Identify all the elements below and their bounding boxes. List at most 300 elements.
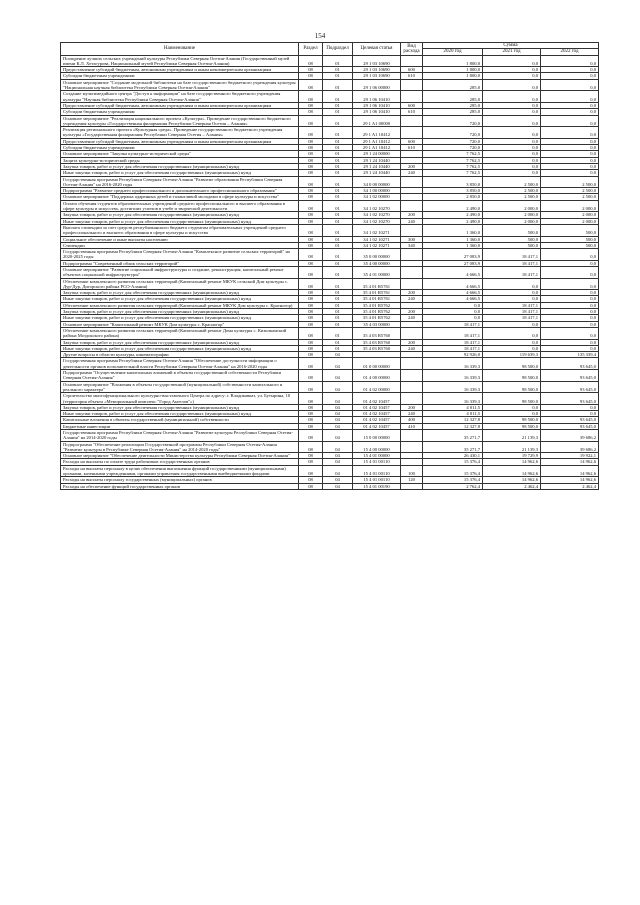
cell-razdel: 08: [299, 55, 323, 67]
cell-expense-type: 340: [401, 242, 423, 248]
cell-sum-2021: 19 729,9: [483, 453, 541, 459]
cell-name: Государственная программа Республики Северная Осетия-Алания "Развитие культуры Республики Северная Осетия-Алания" на 2014-2020 годы: [61, 430, 299, 442]
table-row: [61, 79, 599, 91]
cell-podrazdel: 04: [323, 404, 353, 410]
cell-name: Иные закупки товаров, работ и услуг для обеспечения государственных (муниципальных) нужд: [61, 218, 299, 224]
cell-razdel: 08: [299, 194, 323, 200]
cell-expense-type: 240: [401, 345, 423, 351]
cell-sum-2021: 18 417,1: [483, 309, 541, 315]
cell-sum-2022: 93 645,0: [541, 393, 599, 405]
cell-target-article: 35 4 01 R5761: [353, 278, 401, 290]
cell-target-article: 35 4 03 R5760: [353, 345, 401, 351]
cell-expense-type: 300: [401, 236, 423, 242]
cell-sum-2021: 21 139,3: [483, 430, 541, 442]
cell-sum-2021: 0,0: [483, 109, 541, 115]
cell-sum-2022: 0,0: [541, 290, 599, 296]
table-header: [61, 43, 599, 56]
cell-razdel: 08: [299, 79, 323, 91]
cell-target-article: 34 0 00 00000: [353, 176, 401, 188]
cell-sum-2022: 0,0: [541, 91, 599, 103]
cell-podrazdel: 01: [323, 151, 353, 157]
cell-sum-2022: 93 645,0: [541, 381, 599, 393]
cell-sum-2021: 0,0: [483, 151, 541, 157]
cell-expense-type: [401, 91, 423, 103]
cell-target-article: 01 4 02 10457: [353, 393, 401, 405]
cell-sum-2021: 0,0: [483, 170, 541, 176]
cell-razdel: 08: [299, 381, 323, 393]
cell-name: Бюджетные инвестиции: [61, 423, 299, 429]
cell-podrazdel: 04: [323, 453, 353, 459]
cell-sum-2022: 93 645,0: [541, 370, 599, 382]
cell-sum-2020: 16 339,3: [423, 358, 483, 370]
cell-sum-2020: 285,0: [423, 91, 483, 103]
cell-sum-2020: 0,0: [423, 315, 483, 321]
cell-target-article: 01 0 00 00000: [353, 358, 401, 370]
cell-target-article: 35 4 01 R5762: [353, 309, 401, 315]
cell-sum-2020: 4 011,5: [423, 411, 483, 417]
cell-sum-2021: 0,0: [483, 67, 541, 73]
header-target-article: Целевая статья: [353, 43, 401, 56]
cell-podrazdel: 01: [323, 218, 353, 224]
cell-expense-type: 200: [401, 339, 423, 345]
cell-target-article: 29 1 06 10410: [353, 91, 401, 103]
cell-razdel: 08: [299, 423, 323, 429]
cell-target-article: 15 4 01 00190: [353, 483, 401, 489]
cell-sum-2020: 0,0: [423, 302, 483, 308]
cell-sum-2020: 0,0: [423, 309, 483, 315]
cell-name: Основное мероприятие "Поддержка одаренных детей и талантливой молодежи в сфере культуры и искусства": [61, 194, 299, 200]
cell-sum-2022: 500,0: [541, 224, 599, 236]
cell-podrazdel: 04: [323, 417, 353, 423]
cell-sum-2020: 3 850,0: [423, 176, 483, 188]
cell-podrazdel: 01: [323, 327, 353, 339]
cell-razdel: 08: [299, 138, 323, 144]
cell-target-article: 29 1 03 10690: [353, 73, 401, 79]
cell-sum-2020: 4 666,5: [423, 278, 483, 290]
cell-name: Расходы на выплаты персоналу государственных (муниципальных) органов: [61, 477, 299, 483]
cell-sum-2021: 18 417,1: [483, 249, 541, 261]
cell-name: Иные закупки товаров, работ и услуг для обеспечения государственных (муниципальных) нужд: [61, 411, 299, 417]
cell-name: Стипендии: [61, 242, 299, 248]
cell-target-article: 29 1 03 10690: [353, 55, 401, 67]
cell-razdel: 08: [299, 393, 323, 405]
cell-expense-type: [401, 200, 423, 212]
cell-sum-2022: 0,0: [541, 339, 599, 345]
table-row: [61, 91, 599, 103]
cell-target-article: 34 1 02 10270: [353, 212, 401, 218]
cell-target-article: 01 4 02 10457: [353, 423, 401, 429]
cell-name: Предоставление субсидий бюджетным, автономным учреждениям и иным некоммерческим организациям: [61, 67, 299, 73]
cell-sum-2020: 1 800,0: [423, 67, 483, 73]
cell-target-article: 29 1 06 10410: [353, 109, 401, 115]
cell-razdel: 08: [299, 188, 323, 194]
cell-name: Подпрограмма "Обеспечение реализации Государственной программы Республики Северная Осетия-Алания "Развитие культуры в Республике Северная Осетия-Алания" на 2014-2020 годы": [61, 441, 299, 453]
cell-sum-2020: 27 083,9: [423, 260, 483, 266]
cell-expense-type: [401, 327, 423, 339]
cell-target-article: 34 1 02 10271: [353, 242, 401, 248]
cell-expense-type: 100: [401, 465, 423, 477]
cell-razdel: 08: [299, 339, 323, 345]
table-row: [61, 370, 599, 382]
cell-sum-2022: 0,0: [541, 296, 599, 302]
cell-sum-2020: 720,0: [423, 138, 483, 144]
cell-razdel: 08: [299, 453, 323, 459]
cell-sum-2021: 500,0: [483, 236, 541, 242]
cell-sum-2020: 15 376,4: [423, 477, 483, 483]
cell-sum-2022: 135 339,4: [541, 352, 599, 358]
table-row: [61, 381, 599, 393]
cell-name: Подпрограмма "Современный облик сельских территорий": [61, 260, 299, 266]
cell-sum-2022: 0,0: [541, 170, 599, 176]
cell-expense-type: 200: [401, 404, 423, 410]
cell-sum-2021: 0,0: [483, 91, 541, 103]
cell-target-article: 29 1 06 10410: [353, 102, 401, 108]
cell-sum-2021: 0,0: [483, 102, 541, 108]
cell-expense-type: 240: [401, 296, 423, 302]
header-year-2021: 2021 год: [483, 49, 541, 55]
cell-razdel: 08: [299, 102, 323, 108]
cell-sum-2021: 0,0: [483, 115, 541, 127]
cell-podrazdel: 04: [323, 381, 353, 393]
table-row: [61, 441, 599, 453]
cell-sum-2022: 0,0: [541, 157, 599, 163]
cell-razdel: 08: [299, 430, 323, 442]
cell-podrazdel: 01: [323, 278, 353, 290]
cell-sum-2021: 98 500,0: [483, 370, 541, 382]
cell-sum-2020: 26 430,1: [423, 453, 483, 459]
cell-sum-2021: 500,0: [483, 224, 541, 236]
cell-podrazdel: 04: [323, 477, 353, 483]
cell-sum-2020: 720,0: [423, 145, 483, 151]
cell-target-article: 15 4 01 00110: [353, 465, 401, 477]
cell-name: Закупка товаров, работ и услуг для обеспечения государственных (муниципальных) нужд: [61, 339, 299, 345]
table-row: [61, 55, 599, 67]
table-row: [61, 483, 599, 489]
cell-sum-2020: 35 271,7: [423, 441, 483, 453]
cell-expense-type: 610: [401, 73, 423, 79]
cell-expense-type: 200: [401, 163, 423, 169]
cell-podrazdel: 04: [323, 358, 353, 370]
cell-sum-2021: 18 417,1: [483, 266, 541, 278]
cell-sum-2021: 14 962,6: [483, 465, 541, 477]
cell-target-article: 35 4 01 R5762: [353, 302, 401, 308]
cell-podrazdel: 04: [323, 370, 353, 382]
cell-expense-type: 610: [401, 109, 423, 115]
cell-expense-type: 410: [401, 423, 423, 429]
cell-sum-2021: 0,0: [483, 345, 541, 351]
cell-target-article: 01 4 00 00000: [353, 370, 401, 382]
cell-sum-2020: 285,0: [423, 109, 483, 115]
cell-sum-2022: 0,0: [541, 315, 599, 321]
cell-sum-2022: 500,0: [541, 242, 599, 248]
cell-sum-2021: 2 462,4: [483, 483, 541, 489]
cell-target-article: 29 1 A1 10412: [353, 138, 401, 144]
cell-podrazdel: 01: [323, 236, 353, 242]
cell-podrazdel: 01: [323, 127, 353, 139]
cell-sum-2020: 15 376,4: [423, 459, 483, 465]
table-row: [61, 327, 599, 339]
cell-name: Обеспечение комплексного развития сельских территорий (Капитальный ремонт МКУК сельский Дом культуры с. Дур-Дур, Дигорского района РСО-Алания): [61, 278, 299, 290]
cell-razdel: 08: [299, 224, 323, 236]
cell-podrazdel: 04: [323, 483, 353, 489]
cell-sum-2021: 2 500,0: [483, 188, 541, 194]
cell-podrazdel: 01: [323, 79, 353, 91]
cell-razdel: 08: [299, 411, 323, 417]
cell-sum-2020: 2 762,4: [423, 483, 483, 489]
cell-expense-type: [401, 79, 423, 91]
cell-razdel: 08: [299, 200, 323, 212]
cell-razdel: 08: [299, 327, 323, 339]
cell-sum-2022: 2 500,0: [541, 194, 599, 200]
cell-sum-2021: 0,0: [483, 73, 541, 79]
cell-sum-2021: 18 417,1: [483, 302, 541, 308]
budget-table: [60, 42, 599, 490]
cell-sum-2021: 0,0: [483, 339, 541, 345]
cell-expense-type: 240: [401, 315, 423, 321]
cell-sum-2021: 2 500,0: [483, 176, 541, 188]
cell-sum-2021: 0,0: [483, 79, 541, 91]
table-row: [61, 266, 599, 278]
cell-podrazdel: 04: [323, 430, 353, 442]
cell-razdel: 08: [299, 212, 323, 218]
cell-razdel: 08: [299, 67, 323, 73]
cell-sum-2021: 0,0: [483, 321, 541, 327]
cell-razdel: 08: [299, 91, 323, 103]
cell-name: Строительство многофункционального культурно-выставочного Центра по адресу: г. Владикавказ, ул. Бутырина, 10 (территория объекта «Мемориальный комплекс "Город Ангелов"»): [61, 393, 299, 405]
cell-name: Обеспечение комплексного развития сельских территорий (Капитальный ремонт МКУК Дом культуры с. Красногор): [61, 302, 299, 308]
cell-name: Обеспечение комплексного развития сельских территорий (Капитальный ремонт Дома культуры с. Кизилкамский района Моздокского района): [61, 327, 299, 339]
cell-sum-2021: 2 000,0: [483, 200, 541, 212]
cell-target-article: 29 1 A1 10412: [353, 145, 401, 151]
cell-sum-2022: 0,0: [541, 138, 599, 144]
cell-podrazdel: 01: [323, 345, 353, 351]
cell-name: Создание мультимедийного центра "Доступ к информации" на базе государственного бюджетного учреждения культуры "Научная библиотека Республики Северная Осетия-Алания": [61, 91, 299, 103]
cell-sum-2022: 39 686,2: [541, 441, 599, 453]
header-name: Наименование: [61, 43, 299, 56]
cell-sum-2020: 2 490,0: [423, 212, 483, 218]
cell-sum-2021: 0,0: [483, 404, 541, 410]
cell-name: Основное мероприятие "Реализация национального проекта «Культура». Проведение государственного бюджетного учреждения культуры «Государственная филармония Республики Северная Осетия – Алания»: [61, 115, 299, 127]
cell-expense-type: [401, 358, 423, 370]
cell-sum-2020: 1 360,0: [423, 224, 483, 236]
cell-sum-2021: 0,0: [483, 163, 541, 169]
cell-razdel: 08: [299, 296, 323, 302]
cell-target-article: 34 1 02 10271: [353, 224, 401, 236]
cell-sum-2020: 1 360,0: [423, 242, 483, 248]
cell-podrazdel: 01: [323, 194, 353, 200]
header-year-2020: 2020 год: [423, 49, 483, 55]
cell-target-article: 35 4 00 00000: [353, 260, 401, 266]
cell-sum-2021: 119 639,3: [483, 352, 541, 358]
cell-name: Реализация регионального проекта «Культурная среда». Проведение государственного бюджетного учреждения культуры «Государственная филармония Республики Северная Осетия – Алания»: [61, 127, 299, 139]
cell-name: Иные закупки товаров, работ и услуг для обеспечения государственных (муниципальных) нужд: [61, 345, 299, 351]
cell-podrazdel: 04: [323, 411, 353, 417]
cell-sum-2022: 0,0: [541, 266, 599, 278]
cell-name: Закупка товаров, работ и услуг для обеспечения государственных (муниципальных) нужд: [61, 404, 299, 410]
cell-razdel: 08: [299, 109, 323, 115]
cell-podrazdel: 01: [323, 91, 353, 103]
cell-name: Иные закупки товаров, работ и услуг для обеспечения государственных (муниципальных) нужд: [61, 315, 299, 321]
cell-razdel: 08: [299, 345, 323, 351]
cell-expense-type: 200: [401, 212, 423, 218]
cell-name: Расходы на выплаты по оплате труда работников государственных органов: [61, 459, 299, 465]
cell-podrazdel: 01: [323, 163, 353, 169]
cell-podrazdel: 01: [323, 339, 353, 345]
cell-sum-2021: 0,0: [483, 157, 541, 163]
cell-expense-type: 240: [401, 218, 423, 224]
cell-razdel: 08: [299, 302, 323, 308]
table-row: [61, 465, 599, 477]
cell-expense-type: 200: [401, 309, 423, 315]
cell-razdel: 08: [299, 218, 323, 224]
cell-sum-2021: 98 500,0: [483, 381, 541, 393]
cell-sum-2022: 39 686,2: [541, 430, 599, 442]
table-row: [61, 127, 599, 139]
cell-sum-2022: 0,0: [541, 321, 599, 327]
cell-podrazdel: 01: [323, 102, 353, 108]
cell-target-article: 01 4 02 10457: [353, 411, 401, 417]
cell-razdel: 08: [299, 477, 323, 483]
cell-sum-2020: 12 327,8: [423, 423, 483, 429]
cell-name: Основное мероприятие "Развитие социальной инфраструктуры и создание, реконструкция, капитальный ремонт объектов социальной инфраструктуры": [61, 266, 299, 278]
cell-sum-2022: 14 962,6: [541, 477, 599, 483]
cell-name: Субсидии бюджетным учреждениям: [61, 145, 299, 151]
cell-sum-2022: 0,0: [541, 127, 599, 139]
cell-expense-type: [401, 224, 423, 236]
cell-expense-type: [401, 249, 423, 261]
cell-podrazdel: 01: [323, 73, 353, 79]
cell-sum-2022: 93 645,0: [541, 423, 599, 429]
cell-podrazdel: 01: [323, 266, 353, 278]
cell-sum-2022: 0,0: [541, 404, 599, 410]
cell-target-article: 29 1 A1 10412: [353, 127, 401, 139]
cell-sum-2020: 18 417,1: [423, 327, 483, 339]
cell-razdel: 08: [299, 417, 323, 423]
cell-target-article: 34 1 02 10270: [353, 200, 401, 212]
cell-name: Государственная программа Республики Северная Осетия-Алания "Развитие образования Республики Северная Осетия-Алания" на 2016-2020 годы: [61, 176, 299, 188]
header-razdel: Раздел: [299, 43, 323, 56]
cell-sum-2022: 0,0: [541, 260, 599, 266]
cell-sum-2022: 14 962,6: [541, 459, 599, 465]
cell-target-article: 35 4 01 R5761: [353, 290, 401, 296]
cell-target-article: 35 4 03 R5760: [353, 339, 401, 345]
cell-sum-2020: 35 271,7: [423, 430, 483, 442]
cell-sum-2020: 720,0: [423, 127, 483, 139]
cell-sum-2022: 0,0: [541, 249, 599, 261]
cell-podrazdel: 04: [323, 352, 353, 358]
cell-sum-2021: 14 962,6: [483, 459, 541, 465]
cell-podrazdel: 01: [323, 321, 353, 327]
cell-sum-2021: 0,0: [483, 296, 541, 302]
cell-target-article: 29 1 24 10440: [353, 170, 401, 176]
cell-target-article: 35 4 01 R5762: [353, 315, 401, 321]
cell-sum-2020: 16 339,3: [423, 370, 483, 382]
cell-name: Основное мероприятие "Обеспечение деятельности Министерства культуры Республики Северная Осетия-Алания": [61, 453, 299, 459]
cell-sum-2020: 720,0: [423, 115, 483, 127]
cell-sum-2020: 7 762,5: [423, 170, 483, 176]
cell-podrazdel: 01: [323, 249, 353, 261]
cell-sum-2020: 285,0: [423, 79, 483, 91]
cell-name: Капитальные вложения в объекты государственной (муниципальной) собственности: [61, 417, 299, 423]
cell-sum-2022: 2 500,0: [541, 188, 599, 194]
cell-name: Поощрение лучших сельских учреждений культуры Республики Северная Осетия-Алания (Государственный музей имени К.Л. Хетагурова, Национальный музей Республики Северная Осетия-Алания): [61, 55, 299, 67]
cell-sum-2020: 27 083,9: [423, 249, 483, 261]
cell-podrazdel: 04: [323, 393, 353, 405]
cell-podrazdel: 01: [323, 290, 353, 296]
cell-sum-2021: 98 500,0: [483, 423, 541, 429]
cell-sum-2022: 2 000,0: [541, 200, 599, 212]
cell-expense-type: [401, 441, 423, 453]
cell-name: Государственная программа Республики Северная Осетия-Алания "Комплексное развитие сельских территорий" на 2020-2025 годы: [61, 249, 299, 261]
cell-target-article: 29 1 24 00000: [353, 151, 401, 157]
cell-expense-type: [401, 127, 423, 139]
cell-expense-type: [401, 55, 423, 67]
cell-sum-2020: 92 926,0: [423, 352, 483, 358]
cell-target-article: 35 4 01 00000: [353, 266, 401, 278]
header-expense-type: Вид расхода: [401, 43, 423, 56]
table-row: [61, 278, 599, 290]
cell-name: Другие вопросы в области культуры, кинематографии: [61, 352, 299, 358]
cell-sum-2022: 93 645,0: [541, 417, 599, 423]
cell-podrazdel: 04: [323, 423, 353, 429]
cell-razdel: 08: [299, 242, 323, 248]
cell-razdel: 08: [299, 315, 323, 321]
cell-target-article: 29 1 A1 00000: [353, 115, 401, 127]
cell-name: Предоставление субсидий бюджетным, автономным учреждениям и иным некоммерческим организациям: [61, 138, 299, 144]
cell-sum-2022: 0,0: [541, 67, 599, 73]
cell-sum-2020: 4 666,5: [423, 296, 483, 302]
cell-expense-type: 400: [401, 417, 423, 423]
cell-sum-2020: 15 376,4: [423, 465, 483, 477]
cell-name: Закупка товаров, работ и услуг для обеспечения государственных (муниципальных) нужд: [61, 212, 299, 218]
cell-razdel: 08: [299, 151, 323, 157]
cell-sum-2021: 0,0: [483, 327, 541, 339]
cell-sum-2021: 2 000,0: [483, 212, 541, 218]
cell-target-article: 34 1 02 00000: [353, 194, 401, 200]
cell-sum-2020: 1 360,0: [423, 236, 483, 242]
cell-expense-type: 600: [401, 102, 423, 108]
cell-podrazdel: 01: [323, 55, 353, 67]
cell-razdel: 08: [299, 352, 323, 358]
cell-expense-type: [401, 393, 423, 405]
header-year-2022: 2022 год: [541, 49, 599, 55]
cell-razdel: 08: [299, 73, 323, 79]
cell-sum-2020: 4 666,5: [423, 290, 483, 296]
cell-sum-2020: 7 762,5: [423, 157, 483, 163]
cell-target-article: 15 4 01 00110: [353, 477, 401, 483]
cell-razdel: 08: [299, 370, 323, 382]
cell-name: Защита культурно-исторической среды: [61, 157, 299, 163]
cell-target-article: 15 4 00 00000: [353, 441, 401, 453]
cell-name: Основное мероприятие "Закупка культурно-исторической среды": [61, 151, 299, 157]
cell-podrazdel: 01: [323, 157, 353, 163]
table-row: [61, 358, 599, 370]
cell-podrazdel: 01: [323, 302, 353, 308]
cell-sum-2022: 0,0: [541, 109, 599, 115]
table-body: [61, 55, 599, 489]
cell-sum-2020: 16 339,3: [423, 393, 483, 405]
cell-expense-type: [401, 115, 423, 127]
cell-target-article: 01 4 02 00000: [353, 381, 401, 393]
cell-razdel: 08: [299, 176, 323, 188]
cell-name: Иные закупки товаров, работ и услуг для обеспечения государственных (муниципальных) нужд: [61, 170, 299, 176]
cell-name: Закупка товаров, работ и услуг для обеспечения государственных (муниципальных) нужд: [61, 290, 299, 296]
cell-podrazdel: 01: [323, 315, 353, 321]
cell-sum-2022: 0,0: [541, 145, 599, 151]
cell-sum-2022: 93 645,0: [541, 358, 599, 370]
cell-sum-2022: 0,0: [541, 55, 599, 67]
cell-sum-2021: 0,0: [483, 138, 541, 144]
